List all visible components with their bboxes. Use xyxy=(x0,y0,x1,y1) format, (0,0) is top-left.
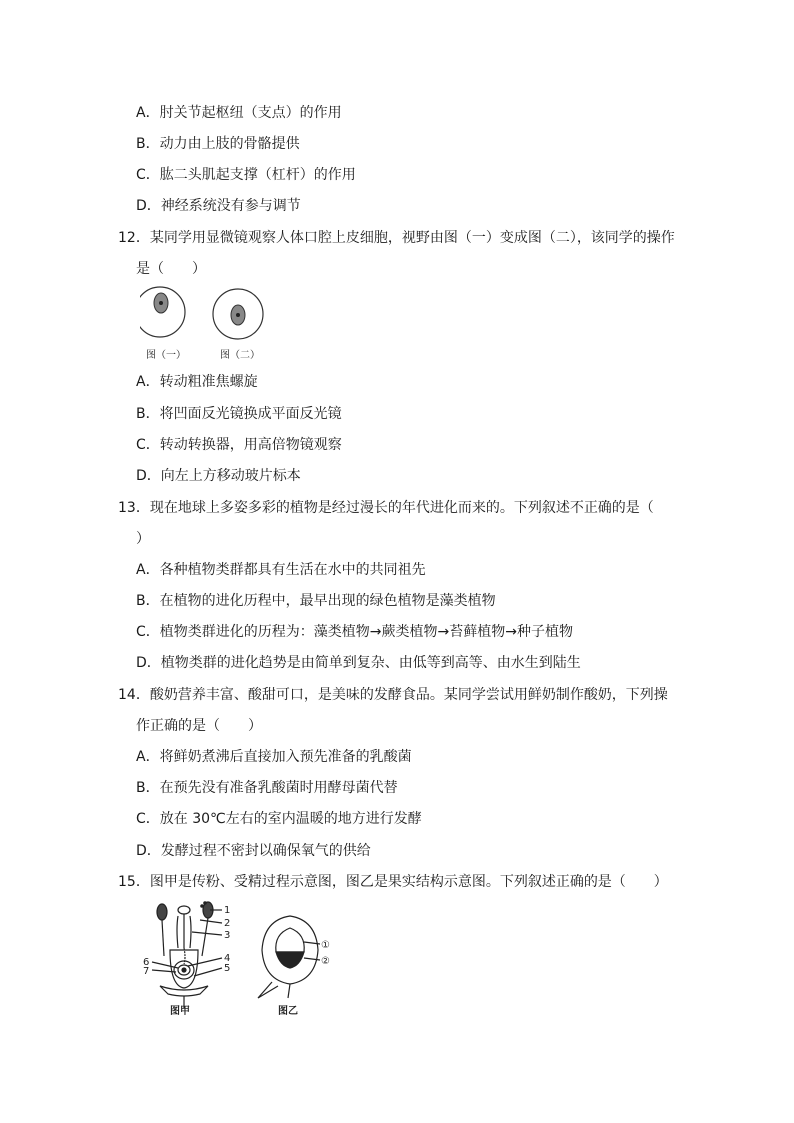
q12-option-a: A．转动粗准焦螺旋 xyxy=(136,374,258,390)
nucleus-one xyxy=(159,301,163,305)
yi-number-1: ① xyxy=(321,940,330,951)
q13-stem-line1: 13．现在地球上多姿多彩的植物是经过漫长的年代进化而来的。下列叙述不正确的是（ xyxy=(118,500,654,516)
q12-stem-line1: 12．某同学用显微镜观察人体口腔上皮细胞，视野由图（一）变成图（二），该同学的操作 xyxy=(118,230,675,246)
jia-caption: 图甲 xyxy=(170,1006,190,1017)
jia-number-7: 7 xyxy=(143,966,150,977)
q11-option-b: B．动力由上肢的骨骼提供 xyxy=(136,136,300,152)
q13-option-b: B．在植物的进化历程中，最早出现的绿色植物是藻类植物 xyxy=(136,593,496,609)
q14-stem-line1: 14．酸奶营养丰富、酸甜可口，是美味的发酵食品。某同学尝试用鲜奶制作酸奶，下列操 xyxy=(118,687,668,703)
jia-number-1: 1 xyxy=(224,905,231,916)
microscope-view-figure xyxy=(140,284,276,364)
q13-stem-line2: ） xyxy=(136,531,150,547)
nucleus-two xyxy=(236,313,240,317)
fruit-diagram xyxy=(258,916,320,998)
q12-option-c: C．转动转换器，用高倍物镜观察 xyxy=(136,437,342,453)
pollination-fruit-figure xyxy=(140,898,340,1018)
q11-option-c: C．肱二头肌起支撑（杠杆）的作用 xyxy=(136,167,356,183)
jia-number-5: 5 xyxy=(224,963,231,974)
yi-number-2: ② xyxy=(321,956,330,967)
q14-stem-line2: 作正确的是（ ） xyxy=(136,718,262,734)
q13-option-c: C．植物类群进化的历程为：藻类植物→蕨类植物→苔藓植物→种子植物 xyxy=(136,624,573,640)
figure-label-one: 图（一） xyxy=(146,350,186,361)
jia-number-3: 3 xyxy=(224,930,231,941)
flower-diagram xyxy=(152,902,222,1008)
q15-stem-line1: 15．图甲是传粉、受精过程示意图，图乙是果实结构示意图。下列叙述正确的是（ ） xyxy=(118,874,668,890)
jia-number-2: 2 xyxy=(224,918,231,929)
q12-option-d: D．向左上方移动玻片标本 xyxy=(136,468,301,484)
q14-option-c: C．放在 30℃左右的室内温暖的地方进行发酵 xyxy=(136,811,422,827)
figure-label-two: 图（二） xyxy=(220,350,260,361)
yi-caption: 图乙 xyxy=(278,1006,298,1017)
anther-left xyxy=(157,904,167,920)
q14-option-d: D．发酵过程不密封以确保氧气的供给 xyxy=(136,843,371,859)
q12-stem-line2: 是（ ） xyxy=(136,261,206,277)
jia-number-6: 6 xyxy=(143,957,150,968)
q11-option-a: A．肘关节起枢纽（支点）的作用 xyxy=(136,105,342,121)
q14-option-b: B．在预先没有准备乳酸菌时用酵母菌代替 xyxy=(136,780,398,796)
jia-number-4: 4 xyxy=(224,953,231,964)
q13-option-d: D．植物类群的进化趋势是由简单到复杂、由低等到高等、由水生到陆生 xyxy=(136,655,581,671)
q12-option-b: B．将凹面反光镜换成平面反光镜 xyxy=(136,406,342,422)
q13-option-a: A．各种植物类群都具有生活在水中的共同祖先 xyxy=(136,562,426,578)
q11-option-d: D．神经系统没有参与调节 xyxy=(136,198,301,214)
q14-option-a: A．将鲜奶煮沸后直接加入预先准备的乳酸菌 xyxy=(136,749,412,765)
